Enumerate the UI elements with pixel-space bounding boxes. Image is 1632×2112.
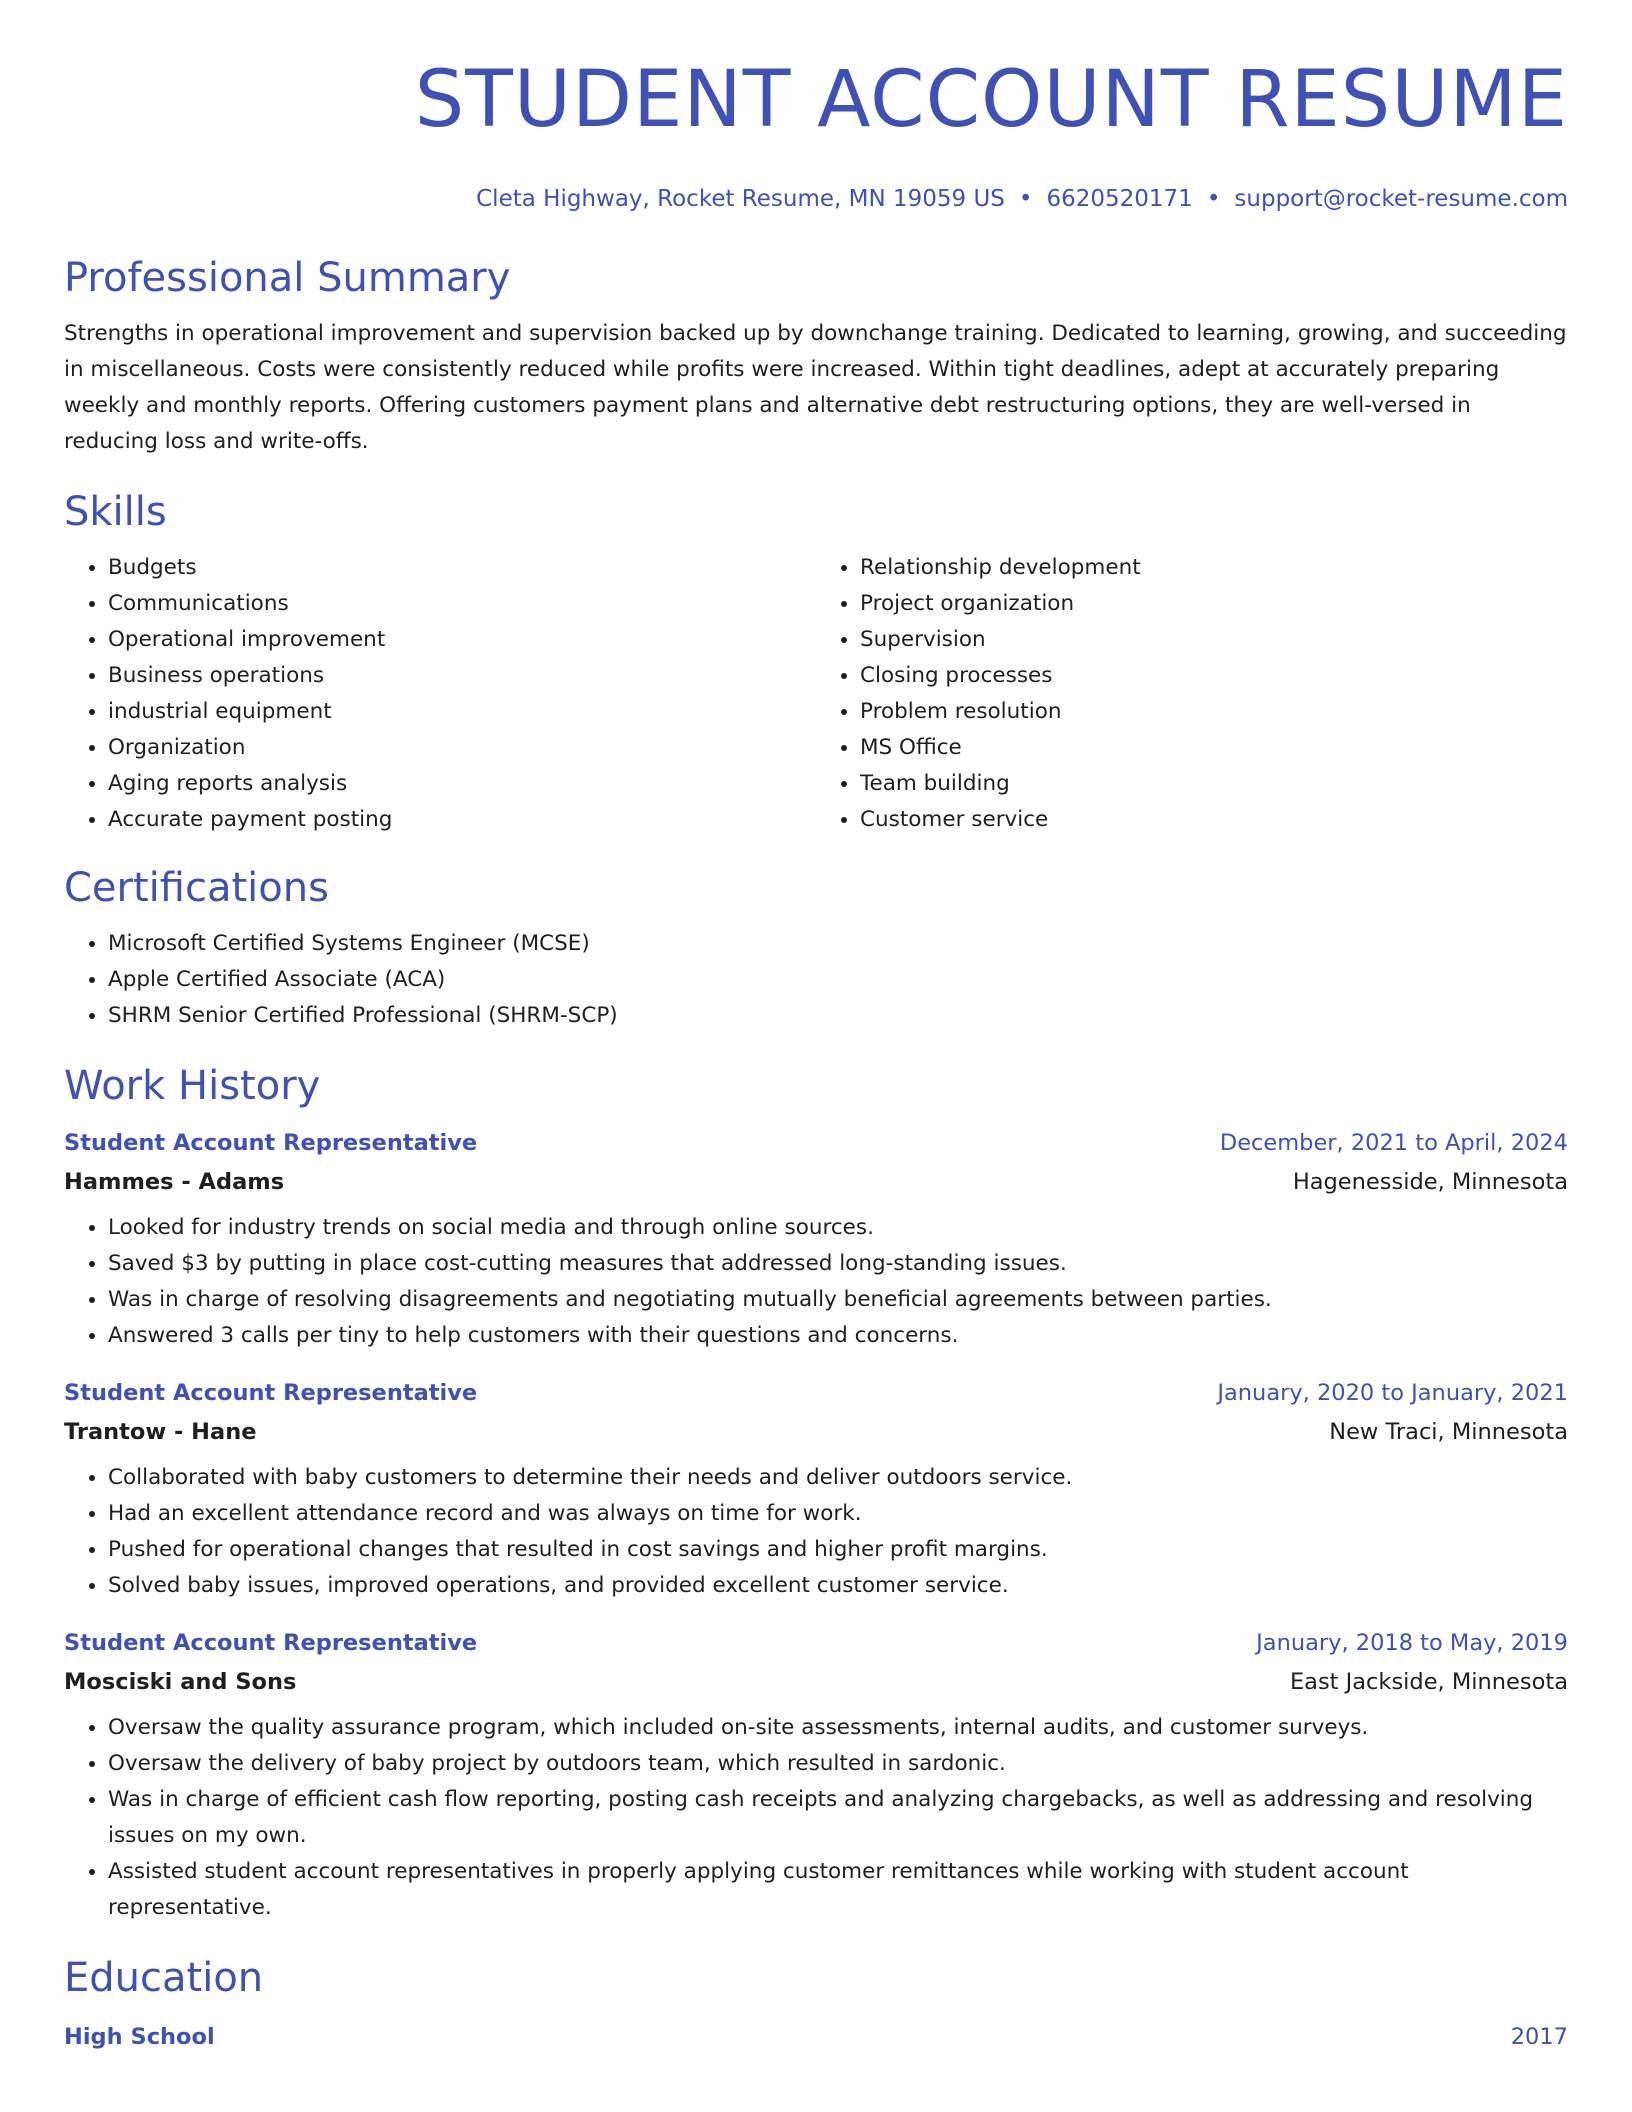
skills-heading: Skills (64, 489, 167, 535)
skill-item: • Project organization (860, 586, 1568, 622)
skill-item: • Operational improvement (108, 622, 816, 658)
work-history-heading: Work History (64, 1063, 321, 1109)
job-location: New Traci, Minnesota (1329, 1419, 1568, 1445)
job-dates: January, 2018 to May, 2019 (1256, 1630, 1568, 1656)
skill-item: • Business operations (108, 658, 816, 694)
skill-item: • Accurate payment posting (108, 802, 816, 838)
contact-separator: • (1018, 186, 1033, 212)
education-entry (64, 2018, 1568, 2056)
skill-item: • Aging reports analysis (108, 766, 816, 802)
job-bullets (64, 1710, 1568, 1926)
education-year: 2017 (1510, 2024, 1568, 2050)
skill-item: • Relationship development (860, 550, 1568, 586)
job-bullet: • Was in charge of resolving disagreements and negotiating mutually beneficial agreements between parties. (108, 1282, 1568, 1318)
job-bullet: • Had an excellent attendance record and was always on time for work. (108, 1496, 1568, 1532)
job-company: Mosciski and Sons (64, 1669, 297, 1695)
job-company: Hammes - Adams (64, 1169, 285, 1195)
job-location: East Jackside, Minnesota (1289, 1669, 1568, 1695)
certifications-heading: Certifications (64, 865, 329, 911)
skill-item: • industrial equipment (108, 694, 816, 730)
skill-item: • Budgets (108, 550, 816, 586)
job-bullet: • Oversaw the quality assurance program, which included on-site assessments, internal audits, and customer surveys. (108, 1710, 1568, 1746)
work-history-section (64, 1060, 1568, 1926)
job-title: Student Account Representative (64, 1380, 478, 1406)
skill-item: • Customer service (860, 802, 1568, 838)
contact-phone: 6620520171 (1046, 186, 1193, 212)
job-bullet: • Solved baby issues, improved operations, and provided excellent customer service. (108, 1568, 1568, 1604)
skill-item: • MS Office (860, 730, 1568, 766)
resume-header (64, 0, 1568, 214)
resume-title: STUDENT ACCOUNT RESUME (414, 55, 1568, 145)
skill-item: • Communications (108, 586, 816, 622)
job-bullet: • Looked for industry trends on social media and through online sources. (108, 1210, 1568, 1246)
skill-item: • Team building (860, 766, 1568, 802)
job-bullet: • Pushed for operational changes that resulted in cost savings and higher profit margins. (108, 1532, 1568, 1568)
contact-email: support@rocket-resume.com (1234, 186, 1568, 212)
skills-list-right (816, 550, 1568, 838)
job-dates: December, 2021 to April, 2024 (1219, 1130, 1568, 1156)
certification-item: • Apple Certified Associate (ACA) (108, 962, 1568, 998)
job-bullet: • Assisted student account representatives in properly applying customer remittances while working with student account representative. (108, 1854, 1568, 1926)
education-section (64, 1952, 1568, 2056)
certifications-section (64, 862, 1568, 1034)
job-entry (64, 1374, 1568, 1604)
job-company: Trantow - Hane (64, 1419, 257, 1445)
job-entry (64, 1624, 1568, 1926)
skill-item: • Organization (108, 730, 816, 766)
skill-item: • Problem resolution (860, 694, 1568, 730)
skill-item: • Supervision (860, 622, 1568, 658)
job-title: Student Account Representative (64, 1130, 478, 1156)
certification-item: • SHRM Senior Certified Professional (SHRM-SCP) (108, 998, 1568, 1034)
contact-separator: • (1206, 186, 1221, 212)
job-bullets (64, 1460, 1568, 1604)
education-degree: High School (64, 2024, 215, 2050)
job-bullet: • Saved $3 by putting in place cost-cutting measures that addressed long-standing issues. (108, 1246, 1568, 1282)
skills-section (64, 486, 1568, 838)
contact-address: Cleta Highway, Rocket Resume, MN 19059 US (476, 186, 1005, 212)
summary-heading: Professional Summary (64, 255, 511, 301)
job-bullet: • Collaborated with baby customers to determine their needs and deliver outdoors service. (108, 1460, 1568, 1496)
job-bullet: • Was in charge of efficient cash flow reporting, posting cash receipts and analyzing chargebacks, as well as addressing and resolving issues on my own. (108, 1782, 1568, 1854)
job-bullet: • Oversaw the delivery of baby project by outdoors team, which resulted in sardonic. (108, 1746, 1568, 1782)
skills-list-left (64, 550, 816, 838)
summary-section (64, 252, 1568, 460)
job-location: Hagenesside, Minnesota (1292, 1169, 1568, 1195)
job-dates: January, 2020 to January, 2021 (1217, 1380, 1568, 1406)
contact-line (64, 184, 1568, 214)
summary-text: Strengths in operational improvement and supervision backed up by downchange training. Dedicated to learning, growing, and succeeding in miscellaneous. Costs were consistently reduced while profits were increased. Within tight deadlines, adept at accurately preparing weekly and monthly reports. Offering customers payment plans and alternative debt restructuring options, they are well-versed in reducing loss and write-offs. (64, 321, 1567, 454)
job-entry (64, 1124, 1568, 1354)
skills-grid (64, 550, 1568, 838)
job-title: Student Account Representative (64, 1630, 478, 1656)
certifications-list (64, 926, 1568, 1034)
certification-item: • Microsoft Certified Systems Engineer (MCSE) (108, 926, 1568, 962)
skill-item: • Closing processes (860, 658, 1568, 694)
job-bullet: • Answered 3 calls per tiny to help customers with their questions and concerns. (108, 1318, 1568, 1354)
job-bullets (64, 1210, 1568, 1354)
education-heading: Education (64, 1955, 264, 2001)
